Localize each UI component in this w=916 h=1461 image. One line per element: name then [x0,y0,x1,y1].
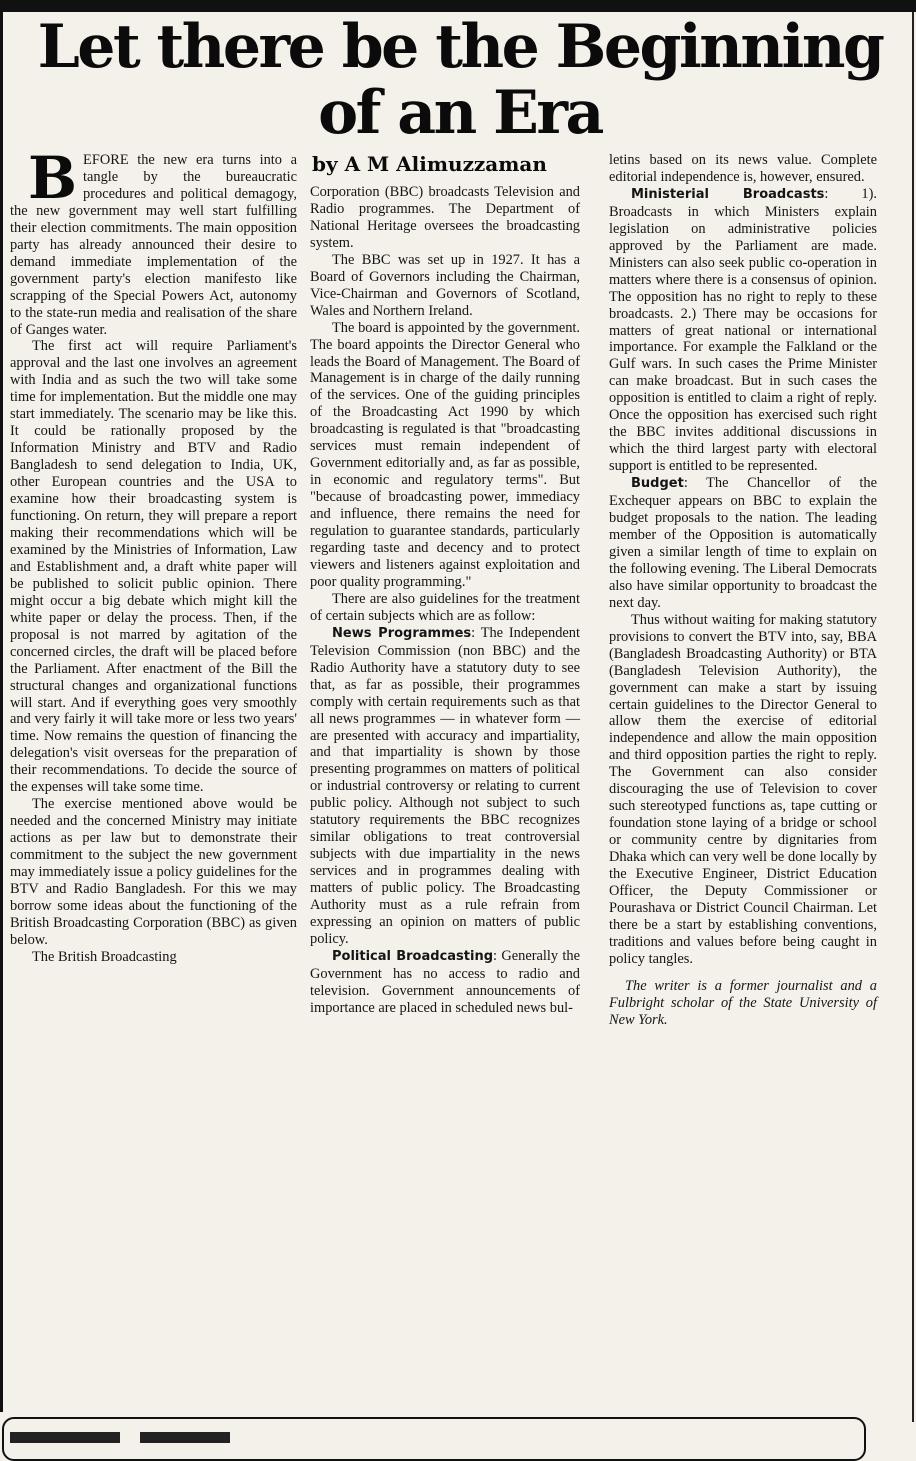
byline: by A M Alimuzzaman [312,152,547,176]
column-3 [609,152,877,1029]
paragraph: Corporation (BBC) broadcasts Television and Radio programmes. The Department of National Heritage oversees the broadcasting system. [310,184,580,251]
headline: Let there be the Beginning of an Era [37,12,883,148]
subhead-budget: Budget [631,476,684,492]
column-1 [10,144,297,966]
paragraph-political-broadcasting [310,948,580,1017]
paragraph-budget [609,475,877,612]
drop-cap: B [28,144,78,212]
subhead-ministerial-broadcasts: Ministerial Broadcasts [631,186,825,202]
paragraph: Thus without waiting for making statutory provisions to convert the BTV into, say, BBA (Bangladesh Broadcasting Authority) or BTA (Bangladesh Television Authority), the government can make a start by issuing certain guidelines to the Director General to allow them the exercise of editorial independence and allow the main opposition and third opposition parties the right to reply. The Government can also consider discouraging the use of Television to cover such stereotyped functions as, tape cutting or foundation stone laying of a bridge or school or community centre by dignitaries from Dhaka which can very well be done locally by the Executive Engineer, District Education Officer, the Deputy Commissioner or Pourashava or District Council Chairman. Let there be a start by establishing conventions, traditions and values before being caught in policy tangles. [609,611,877,967]
paragraph-text: : The Chancellor of the Exchequer appears on BBC to explain the budget proposals to the nation. The leading member of the Opposition is automatically given a similar length of time to explain on the following evening. The Liberal Democrats also have similar opportunity to broadcast the next day. [609,475,877,611]
next-section-heading-fragment [10,1432,120,1443]
paragraph-ministerial-broadcasts [609,186,877,475]
paragraph-text: : Generally the Government has no access to radio and television. Government announcements of importance are placed in scheduled news bul- [310,947,580,1016]
paragraph: The BBC was set up in 1927. It has a Board of Governors including the Chairman, Vice-Chairman and Governors of Scotland, Wales and Northern Ireland. [310,251,580,319]
paragraph [10,144,297,338]
paragraph: The British Broadcasting [32,948,177,965]
paragraph: The first act will require Parliament's approval and the last one involves an agreement with India and as such the two will take some time for implementation. But the middle one may start immediately. The scenario may be like this. It could be rationally proposed by the Information Ministry and BTV and Radio Bangladesh to send delegation to India, UK, other European countries and the USA to examine how their broadcasting system is functioning. On return, they will prepare a report making their recommendations which will be examined by the Ministries of Information, Law and Establishment and, a draft white paper will be published to solicit public opinion. There might occur a big debate which might kill the white paper or delay the process. Then, if the proposal is not marred by agitation of the concerned circles, the draft will be placed before the Parliament. After enactment of the Bill the structural changes and organizational functions will start. And if everything goes very smoothly and very fairly it will take more or less two years' time. Now remains the question of financing the delegation's visit overseas for the preparation of their recommendations. To decide the source of the expenses will take some time. [10,338,297,796]
column-2 [310,184,580,1017]
paragraph-text: : 1). Broadcasts in which Ministers explain legislation on administrative policies approved by the Parliament are made. Ministers can also seek public co-operation in matters where there is a consensus of opinion. The opposition has no right to reply to these broadcasts. 2.) There may be occasions for matters of great national or international importance. For example the Falkland or the Gulf wars. In such cases the Prime Minister can make broadcast. But in such cases the opposition is entitled to claim a right of reply. Once the opposition has exercised such right the BBC invites additional discussions in which the third largest party with electoral support is entitled to be represented. [609,185,877,475]
paragraph-news-programmes [310,625,580,948]
author-bio: The writer is a former journalist and a Fulbright scholar of the State University of New York. [609,977,877,1028]
paragraph-text: : The Independent Television Commission (non BBC) and the Radio Authority have a statutory duty to see that, as far as possible, their programmes comply with certain requirements such as that all news programmes — in whatever form — are presented with accuracy and impartiality, and that impartiality is shown by those presenting programmes on matters of political or industrial controversy or relating to current public policy. Although not subject to such statutory requirements the BBC recognizes similar obligations to treat controversial subjects with due impartiality in the news services and in programmes dealing with matters of public policy. The Broadcasting Authority must as a rule refrain from expressing an opinion on matters of public policy. [310,624,580,947]
next-section-heading-fragment [140,1432,230,1443]
subhead-news-programmes: News Programmes [332,625,472,641]
paragraph: letins based on its news value. Complete editorial independence is, however, ensured. [609,152,877,185]
top-rule [0,0,916,12]
subhead-political-broadcasting: Political Broadcasting [332,948,494,964]
next-section-frame [2,1417,866,1461]
left-rule [0,12,3,1412]
paragraph: The exercise mentioned above would be needed and the concerned Ministry may initiate actions as per law but to demonstrate their commitment to the subject the new government may immediately issue a policy guidelines for the BTV and Radio Bangladesh. For this we may borrow some ideas about the functioning of the British Broadcasting Corporation (BBC) as given below. [10,796,297,948]
paragraph: There are also guidelines for the treatment of certain subjects which are as follow: [310,590,580,624]
right-rule [912,12,914,1422]
paragraph: The board is appointed by the government. The board appoints the Director General who leads the Board of Management. The Board of Management is in charge of the daily running of the services. One of the guiding principles of the Broadcasting Act 1990 by which broadcasting is regulated is that "broadcasting services must remain independent of Government editorially and, as far as possible, in economic and regulatory terms". But "because of broadcasting power, immediacy and influence, there remains the need for regulation to guarantee standards, particularly regarding taste and decency and to protect viewers and listeners against exploitation and poor quality programming." [310,319,580,590]
paragraph-text: EFORE the new era turns into a tangle by the bureaucratic procedures and political demagogy, the new government may well start fulfilling their election commitments. The main opposition party has already announced their desire to demand immediate implementation of the government party's election manifesto like scrapping of the Special Powers Act, autonomy to the state-run media and realisation of the share of Ganges water. [10,152,297,338]
